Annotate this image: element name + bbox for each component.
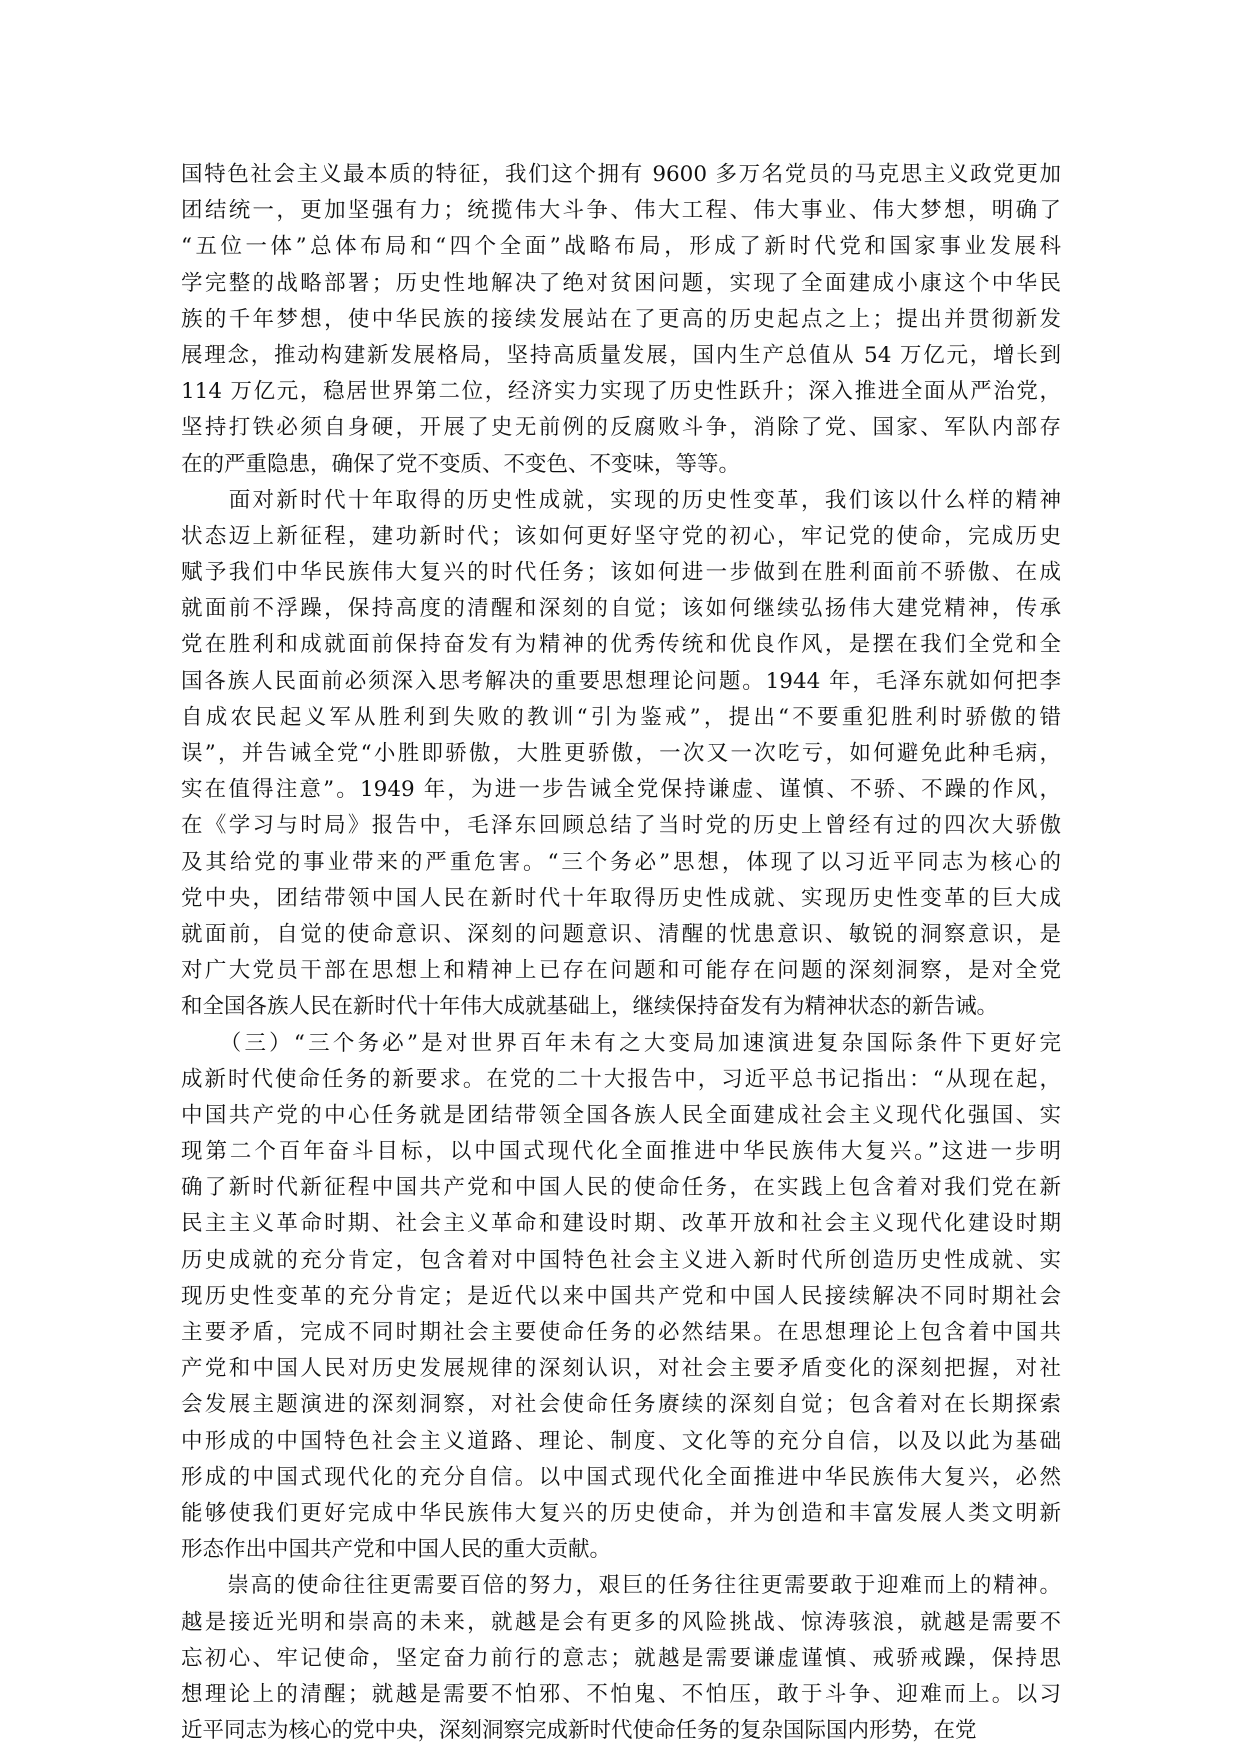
- text-line: 团结统一，更加坚强有力；统揽伟大斗争、伟大工程、伟大事业、伟大梦想，明确了: [181, 198, 1061, 224]
- text-line: 忘初心、牢记使命，坚定奋力前行的意志；就越是需要谦虚谨慎、戒骄戒躁，保持思: [181, 1645, 1061, 1671]
- text-line: 会发展主题演进的深刻洞察，对社会使命任务赓续的深刻自觉；包含着对在长期探索: [181, 1392, 1061, 1418]
- text-line: 越是接近光明和崇高的未来，就越是会有更多的风险挑战、惊涛骇浪，就越是需要不: [181, 1609, 1061, 1635]
- text-line: 状态迈上新征程，建功新时代；该如何更好坚守党的初心，牢记党的使命，完成历史: [181, 523, 1061, 549]
- text-line: 民主主义革命时期、社会主义革命和建设时期、改革开放和社会主义现代化建设时期: [181, 1211, 1061, 1237]
- text-line: 能够使我们更好完成中华民族伟大复兴的历史使命，并为创造和丰富发展人类文明新: [181, 1500, 1061, 1526]
- text-line: 国各族人民面前必须深入思考解决的重要思想理论问题。1944 年，毛泽东就如何把李: [181, 668, 1061, 694]
- text-line: 崇高的使命往往更需要百倍的努力，艰巨的任务往往更需要敢于迎难而上的精神。: [181, 1573, 1061, 1599]
- text-line: 成新时代使命任务的新要求。在党的二十大报告中，习近平总书记指出：“从现在起，: [181, 1066, 1061, 1092]
- text-line: 和全国各族人民在新时代十年伟大成就基础上，继续保持奋发有为精神状态的新告诫。: [181, 994, 999, 1020]
- text-line: 近平同志为核心的党中央，深刻洞察完成新时代使命任务的复杂国际国内形势，在党: [181, 1718, 977, 1744]
- text-line: “五位一体”总体布局和“四个全面”战略布局，形成了新时代党和国家事业发展科: [181, 234, 1061, 260]
- paragraph: [181, 157, 1061, 483]
- text-line: 自成农民起义军从胜利到失败的教训“引为鉴戒”，提出“不要重犯胜利时骄傲的错: [181, 704, 1061, 730]
- document-page: [181, 157, 1061, 1749]
- text-line: 确了新时代新征程中国共产党和中国人民的使命任务，在实践上包含着对我们党在新: [181, 1175, 1061, 1201]
- text-line: 赋予我们中华民族伟大复兴的时代任务；该如何进一步做到在胜利面前不骄傲、在成: [181, 560, 1061, 586]
- text-line: 在的严重隐患，确保了党不变质、不变色、不变味，等等。: [181, 451, 741, 477]
- text-line: 就面前不浮躁，保持高度的清醒和深刻的自觉；该如何继续弘扬伟大建党精神，传承: [181, 596, 1061, 622]
- text-line: 形成的中国式现代化的充分自信。以中国式现代化全面推进中华民族伟大复兴，必然: [181, 1464, 1061, 1490]
- text-line: 产党和中国人民对历史发展规律的深刻认识，对社会主要矛盾变化的深刻把握，对社: [181, 1356, 1061, 1382]
- text-line: 展理念，推动构建新发展格局，坚持高质量发展，国内生产总值从 54 万亿元，增长到: [181, 342, 1061, 368]
- text-line: 坚持打铁必须自身硬，开展了史无前例的反腐败斗争，消除了党、国家、军队内部存: [181, 415, 1061, 441]
- paragraph: [181, 483, 1061, 1026]
- text-line: 中形成的中国特色社会主义道路、理论、制度、文化等的充分自信，以及以此为基础: [181, 1428, 1061, 1454]
- text-line: 误”，并告诫全党“小胜即骄傲，大胜更骄傲，一次又一次吃亏，如何避免此种毛病，: [181, 741, 1061, 766]
- text-line: 现第二个百年奋斗目标，以中国式现代化全面推进中华民族伟大复兴。”这进一步明: [181, 1139, 1061, 1165]
- text-line: 就面前，自觉的使命意识、深刻的问题意识、清醒的忧患意识、敏锐的洞察意识，是: [181, 921, 1061, 947]
- text-line: 现历史性变革的充分肯定；是近代以来中国共产党和中国人民接续解决不同时期社会: [181, 1283, 1061, 1309]
- text-line: 中国共产党的中心任务就是团结带领全国各族人民全面建成社会主义现代化强国、实: [181, 1102, 1061, 1128]
- text-line: 历史成就的充分肯定，包含着对中国特色社会主义进入新时代所创造历史性成就、实: [181, 1247, 1061, 1273]
- text-line: 主要矛盾，完成不同时期社会主要使命任务的必然结果。在思想理论上包含着中国共: [181, 1320, 1061, 1345]
- text-line: 想理论上的清醒；就越是需要不怕邪、不怕鬼、不怕压，敢于斗争、迎难而上。以习: [181, 1681, 1061, 1707]
- text-line: 国特色社会主义最本质的特征，我们这个拥有 9600 多万名党员的马克思主义政党更加: [181, 162, 1061, 187]
- text-line: 对广大党员干部在思想上和精神上已存在问题和可能存在问题的深刻洞察，是对全党: [181, 958, 1061, 984]
- text-line: 面对新时代十年取得的历史性成就，实现的历史性变革，我们该以什么样的精神: [181, 487, 1061, 513]
- text-line: 114 万亿元，稳居世界第二位，经济实力实现了历史性跃升；深入推进全面从严治党，: [181, 379, 1061, 405]
- text-line: 党在胜利和成就面前保持奋发有为精神的优秀传统和优良作风，是摆在我们全党和全: [181, 632, 1061, 658]
- text-line: 在《学习与时局》报告中，毛泽东回顾总结了当时党的历史上曾经有过的四次大骄傲: [181, 813, 1061, 839]
- paragraph: [181, 1568, 1061, 1749]
- text-line: 及其给党的事业带来的严重危害。“三个务必”思想，体现了以习近平同志为核心的: [181, 849, 1061, 875]
- text-line: 实在值得注意”。1949 年，为进一步告诫全党保持谦虚、谨慎、不骄、不躁的作风，: [181, 777, 1061, 803]
- text-line: 党中央，团结带领中国人民在新时代十年取得历史性成就、实现历史性变革的巨大成: [181, 885, 1061, 911]
- text-line: 形态作出中国共产党和中国人民的重大贡献。: [181, 1537, 612, 1563]
- paragraph: [181, 1026, 1061, 1569]
- text-line: （三）“三个务必”是对世界百年未有之大变局加速演进复杂国际条件下更好完: [181, 1030, 1061, 1056]
- text-line: 学完整的战略部署；历史性地解决了绝对贫困问题，实现了全面建成小康这个中华民: [181, 270, 1061, 296]
- text-line: 族的千年梦想，使中华民族的接续发展站在了更高的历史起点之上；提出并贯彻新发: [181, 306, 1061, 332]
